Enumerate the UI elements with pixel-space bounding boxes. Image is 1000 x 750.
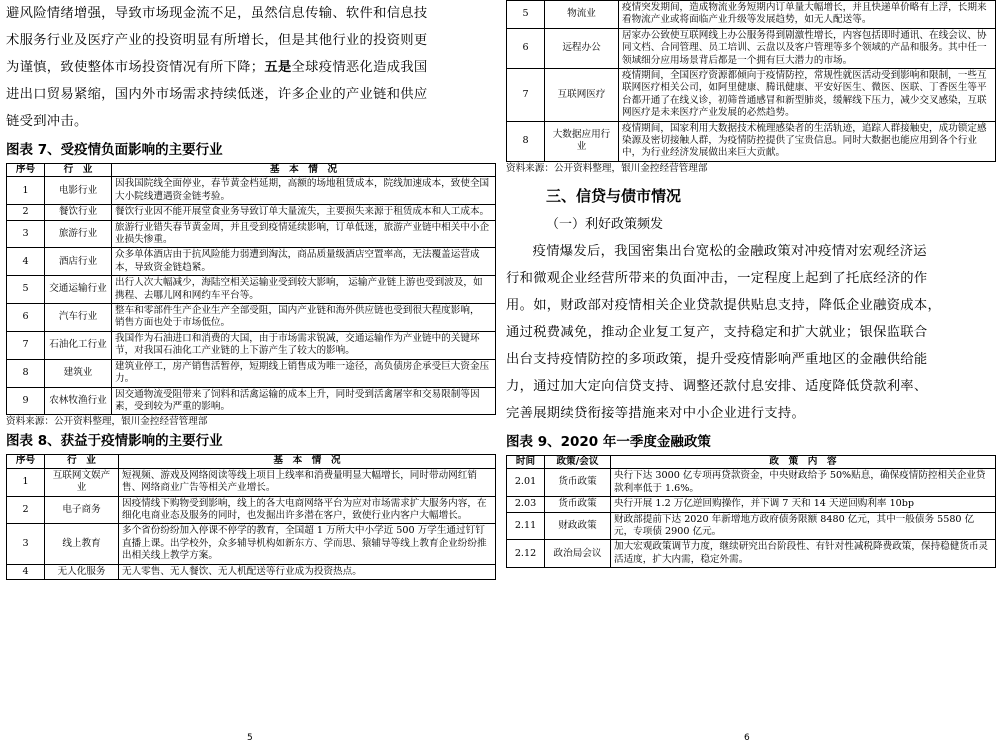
header-content: 政 策 内 容 [611, 455, 996, 468]
text-line: 进出口贸易紧缩，国内外市场需求持续低迷，许多企业的产业链和供应 [6, 87, 428, 102]
text-line: 链受到冲击。 [6, 114, 88, 129]
figure-8-table [6, 454, 496, 580]
table-row [7, 248, 496, 276]
page-number-left: 5 [247, 733, 253, 743]
table-row [7, 331, 496, 359]
header-no: 序号 [7, 455, 45, 468]
table-row [7, 359, 496, 387]
header-industry: 行 业 [45, 164, 112, 177]
row-description: 疫情期间，国家利用大数据技术梳理感染者的生活轨迹，追踪人群接触史，成功锁定感染源及密切接触人群，为疫情防控提供了宝贵信息。同时大数据也能应用到各个行业中，为行业经济发展做出来巨大贡献。 [619, 121, 996, 161]
left-page [6, 0, 496, 580]
row-description: 无人零售、无人餐饮、无人机配送等行业成为投资热点。 [119, 564, 496, 579]
row-description: 我国作为石油进口和消费的大国，由于市场需求锐减，交通运输作为产业链中的关键环节，对我国石油化工产业链的上下游产生了较大的影响。 [112, 331, 496, 359]
row-description: 疫情期间，全国医疗资源都倾向于疫情防控，常规性就医活动受到影响和限制，一些互联网医疗相关公司，如阿里健康、腾讯健康、平安好医生、微医、医联、丁香医生等平台都开通了在线义诊，初筛普通感冒和新型肺炎，缓解线下压力，减少交叉感染，互联网医疗是未来医疗产业发展的必然趋势。 [619, 69, 996, 122]
figure-8-source: 资料来源：公开资料整理，银川金控经营管理部 [506, 162, 708, 174]
table-row [7, 496, 496, 524]
row-no: 3 [7, 524, 45, 564]
row-no: 6 [507, 28, 545, 68]
table-row [507, 469, 996, 497]
section-heading: 三、信贷与债市情况 [546, 186, 682, 205]
row-no: 7 [507, 69, 545, 122]
text-line: 行和微观企业经营所带来的负面冲击，一定程度上起到了托底经济的作 [506, 270, 928, 286]
row-no: 8 [7, 359, 45, 387]
text-line: 疫情爆发后，我国密集出台宽松的金融政策对冲疫情对宏观经济运 [532, 243, 927, 259]
row-industry: 远程办公 [545, 28, 619, 68]
row-description: 出行人次大幅减少，海陆空相关运输业受到较大影响， 运输产业链上游也受到波及，如携程、去哪儿网和网约车平台等。 [112, 276, 496, 304]
figure-7-table [6, 163, 496, 415]
row-content: 财政部提前下达 2020 年新增地方政府债务限额 8480 亿元，其中一般债务 5580 亿元，专项债 2900 亿元。 [611, 512, 996, 540]
sub-heading: （一）利好政策频发 [546, 216, 664, 232]
row-description: 旅游行业错失春节黄金周，并且受到疫情延续影响，订单低迷，旅游产业链中相关中小企业损失惨重。 [112, 220, 496, 248]
intro-paragraph [6, 0, 496, 135]
row-no: 8 [507, 121, 545, 161]
figure-8-title: 图表 8、获益于疫情影响的主要行业 [6, 433, 223, 450]
header-no: 序号 [7, 164, 45, 177]
table-header-row [7, 455, 496, 468]
row-description: 多个省份纷纷加入停课不停学的教育，全国超 1 万所大中小学近 500 万学生通过钉钉直播上课。出学校外，众多辅导机构如新东方、学而思、猿辅导等线上教育企业纷纷推出相关线上教学方案。 [119, 524, 496, 564]
table-row [507, 28, 996, 68]
row-description: 因我国院线全面停业，春节黄金档延期，高额的场地租赁成本，院线加速成本，致使全国大小院线遭遇资金链考验。 [112, 177, 496, 205]
row-no: 2 [7, 496, 45, 524]
text-fragment: 为谨慎，致使整体市场投资情况有所下降； [6, 60, 265, 75]
table-row [507, 121, 996, 161]
text-line: 完善展期续贷衔接等措施来对中小企业进行支持。 [506, 405, 806, 421]
header-description: 基 本 情 况 [119, 455, 496, 468]
table-header-row [7, 164, 496, 177]
row-content: 央行下达 3000 亿专项再贷款资金，中央财政给予 50%贴息，确保疫情防控相关企业贷款利率低于 1.6%。 [611, 469, 996, 497]
table-row [7, 177, 496, 205]
header-policy: 政策/会议 [545, 455, 611, 468]
table-row [507, 497, 996, 512]
row-industry: 物流业 [545, 1, 619, 29]
row-industry: 旅游行业 [45, 220, 112, 248]
row-industry: 农林牧渔行业 [45, 387, 112, 415]
row-industry: 互联网文娱产业 [45, 468, 119, 496]
row-industry: 线上教育 [45, 524, 119, 564]
row-industry: 电子商务 [45, 496, 119, 524]
row-no: 1 [7, 468, 45, 496]
row-description: 餐饮行业因不能开展堂食业务导致订单大量流失，主要损失来源于租赁成本和人工成本。 [112, 205, 496, 220]
row-time: 2.12 [507, 540, 545, 568]
figure-9-title: 图表 9、2020 年一季度金融政策 [506, 433, 711, 450]
row-no: 5 [507, 1, 545, 29]
row-industry: 大数据应用行业 [545, 121, 619, 161]
row-no: 7 [7, 331, 45, 359]
figure-9-table [506, 455, 996, 568]
page-number-right: 6 [744, 733, 750, 743]
row-policy: 财政政策 [545, 512, 611, 540]
table-row [7, 564, 496, 579]
row-time: 2.03 [507, 497, 545, 512]
table-row [507, 1, 996, 29]
text-line: 用。如，财政部对疫情相关企业贷款提供贴息支持，降低企业融资成本， [506, 297, 942, 313]
row-description: 因交通物流受阻带来了饲料和活禽运输的成本上升，同时受到活禽屠宰和交易限制等因素，受到较为严重的影响。 [112, 387, 496, 415]
table-row [507, 512, 996, 540]
row-industry: 电影行业 [45, 177, 112, 205]
table-row [7, 387, 496, 415]
table-row [507, 69, 996, 122]
row-no: 9 [7, 387, 45, 415]
table-row [7, 276, 496, 304]
table-row [7, 304, 496, 332]
row-content: 加大宏观政策调节力度，继续研究出台阶段性、有针对性减税降费政策，保持稳健货币灵活适度，扩大内需，稳定外需。 [611, 540, 996, 568]
row-industry: 交通运输行业 [45, 276, 112, 304]
row-industry: 石油化工行业 [45, 331, 112, 359]
row-description: 疫情突发期间，造成物流业务短期内订单量大幅增长，并且快递单价略有上浮，长期来看物流产业或将面临产业升级等发展趋势，如无人配送等。 [619, 1, 996, 29]
row-description: 短视频、游戏及网络阅读等线上项目上线率和消费量明显大幅增长，同时带动网红销售、网络商业广告等相关产业增长。 [119, 468, 496, 496]
table-row [7, 205, 496, 220]
row-time: 2.01 [507, 469, 545, 497]
row-industry: 酒店行业 [45, 248, 112, 276]
row-no: 5 [7, 276, 45, 304]
row-industry: 汽车行业 [45, 304, 112, 332]
row-description: 众多单体酒店由于抗风险能力弱遭到淘汰，商品质量级酒店空置率高，无法覆盖运营成本，导致资金链趋紧。 [112, 248, 496, 276]
emphasis-text: 五是 [264, 60, 292, 75]
row-no: 2 [7, 205, 45, 220]
header-industry: 行 业 [45, 455, 119, 468]
text-line [6, 54, 496, 81]
row-no: 3 [7, 220, 45, 248]
table-row [7, 468, 496, 496]
row-description: 居家办公致使互联网线上办公服务得到剧激性增长，内容包括即时通讯、在线会议、协同文档、合同管理、员工培训、云盘以及客户管理等多个领域的产品和服务。其中任一领域细分应用场景背后都是一个拥有巨大潜力的市场。 [619, 28, 996, 68]
row-time: 2.11 [507, 512, 545, 540]
text-line: 避风险情绪增强，导致市场现金流不足，虽然信息传输、软件和信息技 [6, 6, 428, 21]
text-line: 力，通过加大定向信贷支持、调整还款付息安排、适度降低贷款利率、 [506, 378, 928, 394]
figure-8-table-continued [506, 0, 996, 162]
row-industry: 餐饮行业 [45, 205, 112, 220]
row-no: 6 [7, 304, 45, 332]
figure-7-title: 图表 7、受疫情负面影响的主要行业 [6, 142, 223, 158]
row-no: 4 [7, 248, 45, 276]
text-line: 通过税费减免，推动企业复工复产，支持稳定和扩大就业；银保监联合 [506, 324, 928, 340]
row-no: 1 [7, 177, 45, 205]
header-time: 时间 [507, 455, 545, 468]
text-line: 术服务行业及医疗产业的投资明显有所增长，但是其他行业的投资则更 [6, 33, 428, 48]
table-row [7, 220, 496, 248]
row-content: 央行开展 1.2 万亿逆回购操作，并下调 7 天和 14 天逆回购利率 10bp [611, 497, 996, 512]
header-description: 基 本 情 况 [112, 164, 496, 177]
row-industry: 无人化服务 [45, 564, 119, 579]
row-description: 建筑业停工，房产销售活暂停，短期线上销售成为唯一途径，高负债房企承受巨大资金压力。 [112, 359, 496, 387]
row-no: 4 [7, 564, 45, 579]
figure-7-source: 资料来源：公开资料整理，银川金控经营管理部 [6, 416, 208, 428]
row-policy: 货币政策 [545, 469, 611, 497]
body-paragraph [506, 238, 996, 427]
row-description: 整车和零部件生产企业生产全部受阻，国内产业链和海外供应链也受到很大程度影响， 销售方面也处于市场低位。 [112, 304, 496, 332]
table-row [507, 540, 996, 568]
text-fragment: 全球疫情恶化造成我国 [291, 60, 428, 75]
row-description: 因疫情线下购物受到影响，线上的各大电商网络平台为应对市场需求扩大服务内容，在细化电商业态及服务的同时，也发掘出许多潜在客户，致使行业内客户大幅增长。 [119, 496, 496, 524]
row-policy: 货币政策 [545, 497, 611, 512]
right-page [506, 0, 996, 568]
row-industry: 互联网医疗 [545, 69, 619, 122]
table-header-row [507, 455, 996, 468]
row-industry: 建筑业 [45, 359, 112, 387]
text-line: 出台支持疫情防控的多项政策，提升受疫情影响严重地区的金融供给能 [506, 351, 928, 367]
table-row [7, 524, 496, 564]
row-policy: 政治局会议 [545, 540, 611, 568]
